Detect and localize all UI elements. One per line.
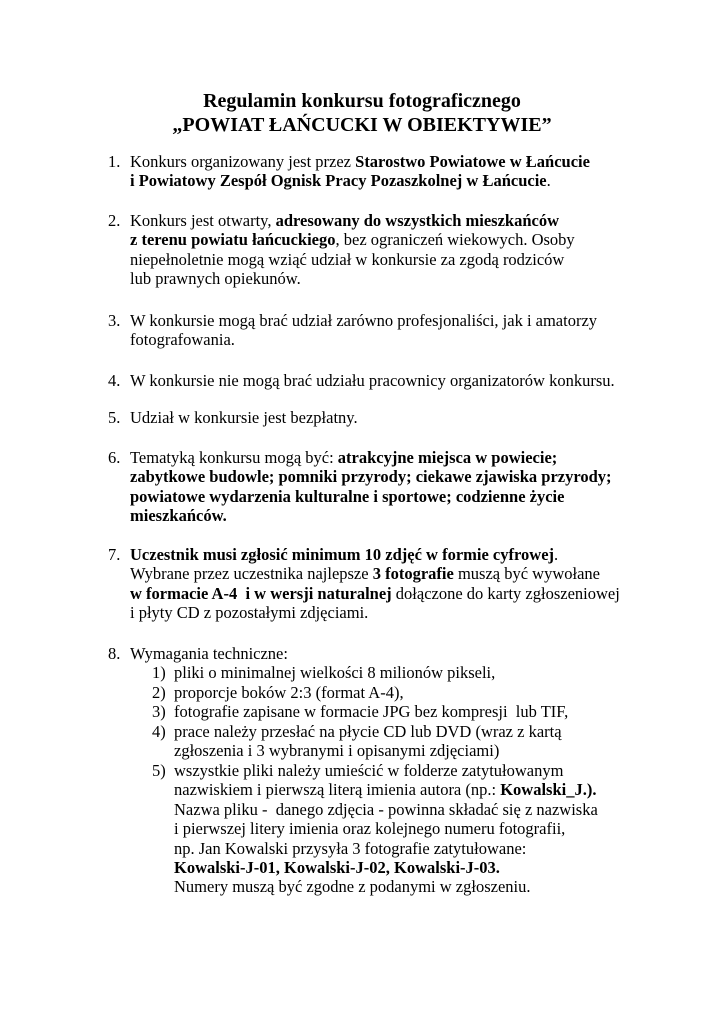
text-line: zgłoszenia i 3 wybranymi i opisanymi zdjęciami) [174,741,500,761]
rule-text [130,152,670,191]
rule-text [130,545,670,623]
text-line: wszystkie pliki należy umieścić w folderze zatytułowanym [174,761,564,780]
requirement-text [174,722,654,761]
text-line: zabytkowe budowle; pomniki przyrody; ciekawe zjawiska przyrody; [130,467,612,487]
rule-text [130,371,670,390]
requirement-number: 2) [152,683,166,702]
text-line: Nazwa pliku - danego zdjęcia - powinna składać się z nazwiska [174,799,598,819]
text-line: mieszkańców. [130,506,227,526]
text-line: i pierwszej litery imienia oraz kolejnego numeru fotografii, [174,819,566,839]
rule-number: 5. [108,408,121,427]
rule-number: 1. [108,152,121,171]
text-line: fotografowania. [130,330,235,350]
text-line: i Powiatowy Zespół Ognisk Pracy Pozaszkolnej w Łańcucie. [130,171,551,191]
rule-text [130,448,670,526]
text-line: Numery muszą być zgodne z podanymi w zgłoszeniu. [174,877,531,897]
requirement-number: 4) [152,722,166,741]
text-line: z terenu powiatu łańcuckiego, bez ograniczeń wiekowych. Osoby [130,230,575,250]
text-line: Udział w konkursie jest bezpłatny. [130,408,358,427]
rule-text [130,211,670,289]
document-title-line-2: „POWIAT ŁAŃCUCKI W OBIEKTYWIE” [172,114,552,136]
rule-number: 8. [108,644,121,663]
text-line: w formacie A-4 i w wersji naturalnej dołączone do karty zgłoszeniowej [130,583,620,603]
text-line: Konkurs organizowany jest przez Starostwo Powiatowe w Łańcucie [130,152,590,171]
text-line: prace należy przesłać na płycie CD lub DVD (wraz z kartą [174,722,562,741]
text-line: niepełnoletnie mogą wziąć udział w konkursie za zgodą rodziców [130,249,565,269]
rule-text [130,408,670,427]
rule-number: 7. [108,545,121,564]
document-title-line-1: Regulamin konkursu fotograficznego [203,90,521,112]
requirement-text [174,761,654,897]
requirement-number: 5) [152,761,166,780]
rule-number: 6. [108,448,121,467]
text-line: nazwiskiem i pierwszą literą imienia autora (np.: Kowalski_J.). [174,780,597,800]
text-line: np. Jan Kowalski przysyła 3 fotografie zatytułowane: [174,838,527,858]
text-line: Kowalski-J-01, Kowalski-J-02, Kowalski-J-03. [174,857,500,877]
rule-number: 2. [108,211,121,230]
text-line: Wymagania techniczne: [130,644,288,663]
rule-text [130,644,670,663]
text-line: pliki o minimalnej wielkości 8 milionów pikseli, [174,663,496,682]
requirement-text [174,702,654,721]
requirement-text [174,663,654,682]
requirement-text [174,683,654,702]
text-line: fotografie zapisane w formacie JPG bez kompresji lub TIF, [174,702,569,721]
rule-number: 3. [108,311,121,330]
rule-number: 4. [108,371,121,390]
text-line: i płyty CD z pozostałymi zdjęciami. [130,603,369,623]
text-line: Wybrane przez uczestnika najlepsze 3 fotografie muszą być wywołane [130,564,600,584]
text-line: lub prawnych opiekunów. [130,269,301,289]
requirement-number: 3) [152,702,166,721]
requirement-number: 1) [152,663,166,682]
text-line: Uczestnik musi zgłosić minimum 10 zdjęć w formie cyfrowej. [130,545,559,564]
text-line: proporcje boków 2:3 (format A-4), [174,683,404,702]
rule-text [130,311,670,350]
text-line: Konkurs jest otwarty, adresowany do wszystkich mieszkańców [130,211,559,230]
text-line: Tematyką konkursu mogą być: atrakcyjne miejsca w powiecie; [130,448,558,467]
text-line: W konkursie mogą brać udział zarówno profesjonaliści, jak i amatorzy [130,311,598,330]
text-line: W konkursie nie mogą brać udziału pracownicy organizatorów konkursu. [130,371,615,390]
text-line: powiatowe wydarzenia kulturalne i sportowe; codzienne życie [130,486,565,506]
